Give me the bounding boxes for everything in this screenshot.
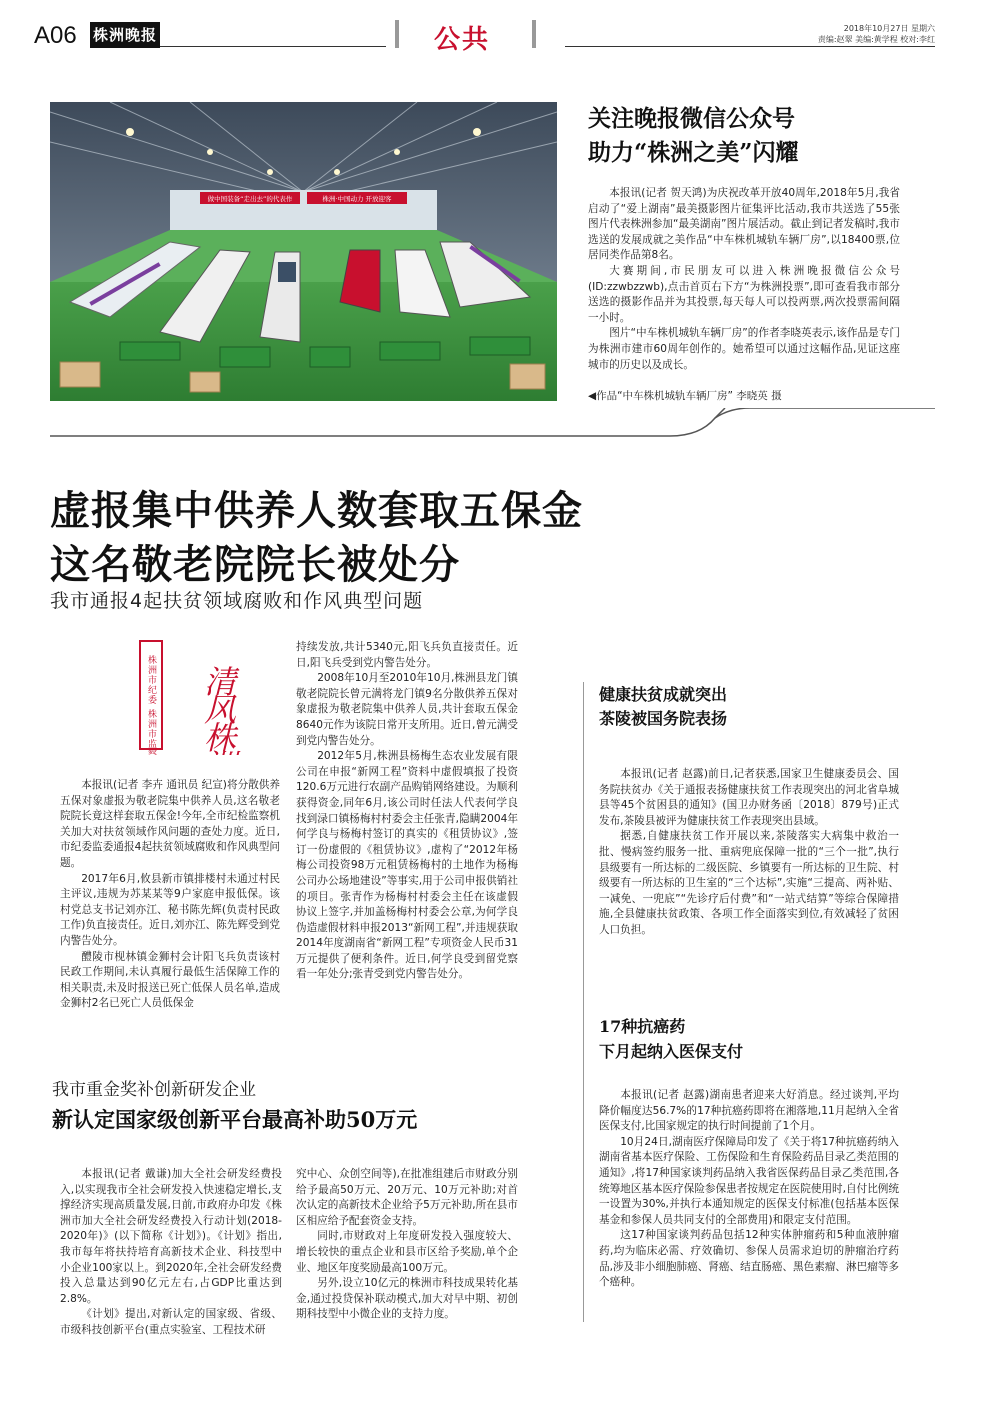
paragraph: 本报讯(记者 贺天鸿)为庆祝改革开放40周年,2018年5月,我省启动了“爱上湖南”最美摄影图片征集评比活动,我市共送选了55张图片代表株洲参加“最美湖南”图片展活动。截止到记者发稿时,我市选送的发展成就之美作品“中车株机城轨车辆厂房”,以18400票,位居同类作品第8名。: [588, 187, 900, 262]
seal-logo: [138, 635, 268, 755]
column-rule: [583, 682, 584, 1322]
innovation-column-1: [60, 1167, 282, 1339]
wechat-title-line1: 关注晚报微信公众号: [588, 105, 795, 132]
health-title-line2: 茶陵被国务院表扬: [599, 709, 728, 728]
health-article-title: [599, 683, 727, 731]
paragraph: 2008年10月至2010年10月,株洲县龙门镇敬老院院长曾元满将龙门镇9名分散供养五保对象虚报为敬老院集中供养人员,共计套取五保金8640元作为该院日常开支所用。近日,曾元满受到党内警告处分。: [296, 672, 518, 747]
cancer-article-title: [599, 1014, 743, 1064]
issue-date: 2018年10月27日 星期六: [843, 24, 935, 33]
photo-banner-right: 株洲·中国动力 开放迎客: [322, 195, 392, 203]
main-headline-line2: 这名敬老院院长被处分: [50, 541, 460, 588]
cancer-article-body: [599, 1088, 899, 1291]
paragraph: 这17种国家谈判药品包括12种实体肿瘤药和5种血液肿瘤药,均为临床必需、疗效确切、参保人员需求迫切的肿瘤治疗药品,涉及非小细胞肺癌、肾癌、结直肠癌、黑色素瘤、淋巴瘤等多个癌种。: [599, 1229, 899, 1289]
paragraph: 本报讯(记者 李卉 通讯员 纪宣)将分散供养五保对象虚报为敬老院集中供养人员,这名敬老院院长竟这样套取五保金!今年,全市纪检监察机关加大对扶贫领域作风问题的查处力度。近日,市纪委监委通报4起扶贫领域腐败和作风典型问题。: [60, 779, 280, 869]
paragraph: 本报讯(记者 戴谦)加大全社会研发经费投入,以实现我市全社会研发投入快速稳定增长,支撑经济实现高质量发展,日前,市政府办印发《株洲市加大全社会研发经费投入行动计划(2018-2020年)》(以下简称《计划》)。《计划》指出,我市每年将扶持培育高新技术企业、科技型中小企业100家以上。到2020年,全社会研发经费投入总量达到90亿元左右,占GDP比重达到2.8%。: [60, 1168, 282, 1305]
innovation-kicker: 我市重金奖补创新研发企业: [52, 1080, 256, 1100]
section-separator: [50, 408, 935, 448]
page-number: A06: [34, 22, 77, 49]
wechat-article-body: [588, 186, 900, 373]
health-title-line1: 健康扶贫成就突出: [599, 685, 728, 704]
paragraph: 《计划》提出,对新认定的国家级、省级、市级科技创新平台(重点实验室、工程技术研: [60, 1308, 282, 1336]
paragraph: 2017年6月,攸县新市镇排楼村未通过村民主评议,违规为苏某某等9户家庭申报低保。该村党总支书记刘亦江、秘书陈先辉(负责村民政工作)负直接责任。近日,刘亦江、陈先辉受到党内警告处分。: [60, 872, 280, 947]
header-divider-right: [532, 20, 536, 48]
paragraph: 本报讯(记者 赵露)前日,记者获悉,国家卫生健康委员会、国务院扶贫办《关于通报表扬健康扶贫工作表现突出的河北省阜城县等45个贫困县的通知》(国卫办财务函〔2018〕879号)正式发布,茶陵县被评为健康扶贫工作表现突出县域。: [599, 768, 899, 827]
paragraph: 另外,设立10亿元的株洲市科技成果转化基金,通过投贷保补联动模式,加大对早中期、初创期科技型中小微企业的支持力度。: [296, 1277, 518, 1321]
paragraph: 醴陵市枧林镇金狮村会计阳飞兵负责该村民政工作期间,未认真履行最低生活保障工作的相关职责,未及时报送已死亡低保人员名单,造成金狮村2名已死亡人员低保金: [60, 950, 280, 1010]
innovation-column-2: [296, 1167, 518, 1323]
section-title: 公共: [434, 25, 491, 55]
health-article-body: [599, 767, 899, 939]
editor-credits: 责编:赵翠 美编:黄学程 校对:李红: [817, 35, 935, 44]
photo-banner-left: 做中国装备“走出去”的代表作: [207, 195, 293, 203]
cancer-title-line2: 下月起纳入医保支付: [599, 1042, 744, 1061]
header-divider-left: [395, 20, 399, 48]
cancer-title-line1: 17种抗癌药: [599, 1017, 686, 1036]
paragraph: 图片“中车株机城轨车辆厂房”的作者李晓英表示,该作品是专门为株洲市建市60周年创作的。她希望可以通过这幅作品,见证这座城市的历史以及成长。: [588, 327, 900, 371]
seal-graphic: [138, 635, 268, 755]
masthead-logo: 株洲晚报: [90, 22, 160, 48]
paragraph: 持续发放,共计5340元,阳飞兵负直接责任。近日,阳飞兵受到党内警告处分。: [296, 641, 518, 669]
header-rule-right: [565, 46, 935, 47]
wechat-article-title: [588, 102, 798, 170]
wechat-title-line2: 助力“株洲之美”闪耀: [588, 139, 799, 166]
seal-text: 株洲市纪委 株洲市监察委: [146, 655, 156, 755]
main-subtitle: 我市通报4起扶贫领域腐败和作风典型问题: [50, 590, 424, 612]
main-headline: [50, 484, 583, 592]
header-rule-left: [160, 46, 386, 47]
paragraph: 同时,市财政对上年度研发投入强度较大、增长较快的重点企业和县市区给予奖励,单个企业、地区年度奖励最高100万元。: [296, 1230, 518, 1274]
paragraph: 本报讯(记者 赵露)湖南患者迎来大好消息。经过谈判,平均降价幅度达56.7%的17种抗癌药即将在湘落地,11月起纳入全省医保支付,比国家规定的执行时间提前了1个月。: [599, 1089, 899, 1133]
paragraph: 10月24日,湖南医疗保障局印发了《关于将17种抗癌药纳入湖南省基本医疗保险、工伤保险和生育保险药品目录乙类范围的通知》,将17种国家谈判药品纳入我省医保药品目录乙类范围,各统筹地区基本医疗保险参保患者按规定在医院使用时,自付比例统一设置为30%,并执行本通知规定的医保支付标准(包括基本医保基金和参保人员共同支付的全部费用)和限定支付范围。: [599, 1135, 899, 1226]
factory-photo: [50, 102, 557, 401]
paragraph: 究中心、众创空间等),在批准组建后市财政分别给予最高50万元、20万元、10万元补助;对首次认定的高新技术企业给予5万元补助,所在县市区相应给予配套资金支持。: [296, 1168, 518, 1227]
paragraph: 2012年5月,株洲县杨梅生态农业发展有限公司在申报“新网工程”资料中虚假填报了投资120.6万元进行农副产品购销网络建设。为顺利获得资金,同年6月,该公司时任法人代表何学良找到渌口镇杨梅村村委会主任张青,隐瞒2004年何学良与杨梅村签订的真实的《租赁协议》,签订一份虚假的《租赁协议》,虚构了“2012年杨梅公司投资98万元租赁杨梅村的土地作为杨梅公司办公场地建设”等事实,用于公司申报供销社的项目。张青作为杨梅村村委会主任在该虚假协议上签字,并加盖杨梅村村委会公章,为何学良伪造虚假材料申报2013“新网工程”,并违规获取2014年度湖南省“新网工程”专项资金人民币31万元提供了便利条件。近日,何学良受到留党察看一年处分;张青受到党内警告处分。: [296, 750, 518, 981]
seal-calligraphy: 清风株洲: [199, 665, 237, 755]
innovation-title: 新认定国家级创新平台最高补助50万元: [52, 1107, 418, 1132]
main-article-column-1: [60, 778, 280, 1012]
main-article-column-2: [296, 640, 518, 983]
paragraph: 大赛期间,市民朋友可以进入株洲晚报微信公众号(ID:zzwbzzwb),点击首页右下方“为株洲投票”,即可查看我市部分送选的摄影作品并为其投票,每天每人可以投两票,两次投票需间隔一小时。: [588, 264, 900, 324]
paragraph: 据悉,自健康扶贫工作开展以来,茶陵落实大病集中救治一批、慢病签约服务一批、重病兜底保障一批的“三个一批”,执行县级要有一所达标的二级医院、乡镇要有一所达标的卫生院、村级要有一所达标的卫生室的“三个达标”,实施“三提高、两补贴、一减免、一兜底”“先诊疗后付费”和“一站式结算”等综合保障措施,全县健康扶贫政策、各项工作全面落实到位,有效减轻了贫困人口负担。: [599, 830, 899, 936]
photo-caption: ◀作品“中车株机城轨车辆厂房” 李晓英 摄: [588, 390, 782, 402]
factory-photo-illustration: [50, 102, 557, 401]
main-headline-line1: 虚报集中供养人数套取五保金: [50, 487, 583, 534]
